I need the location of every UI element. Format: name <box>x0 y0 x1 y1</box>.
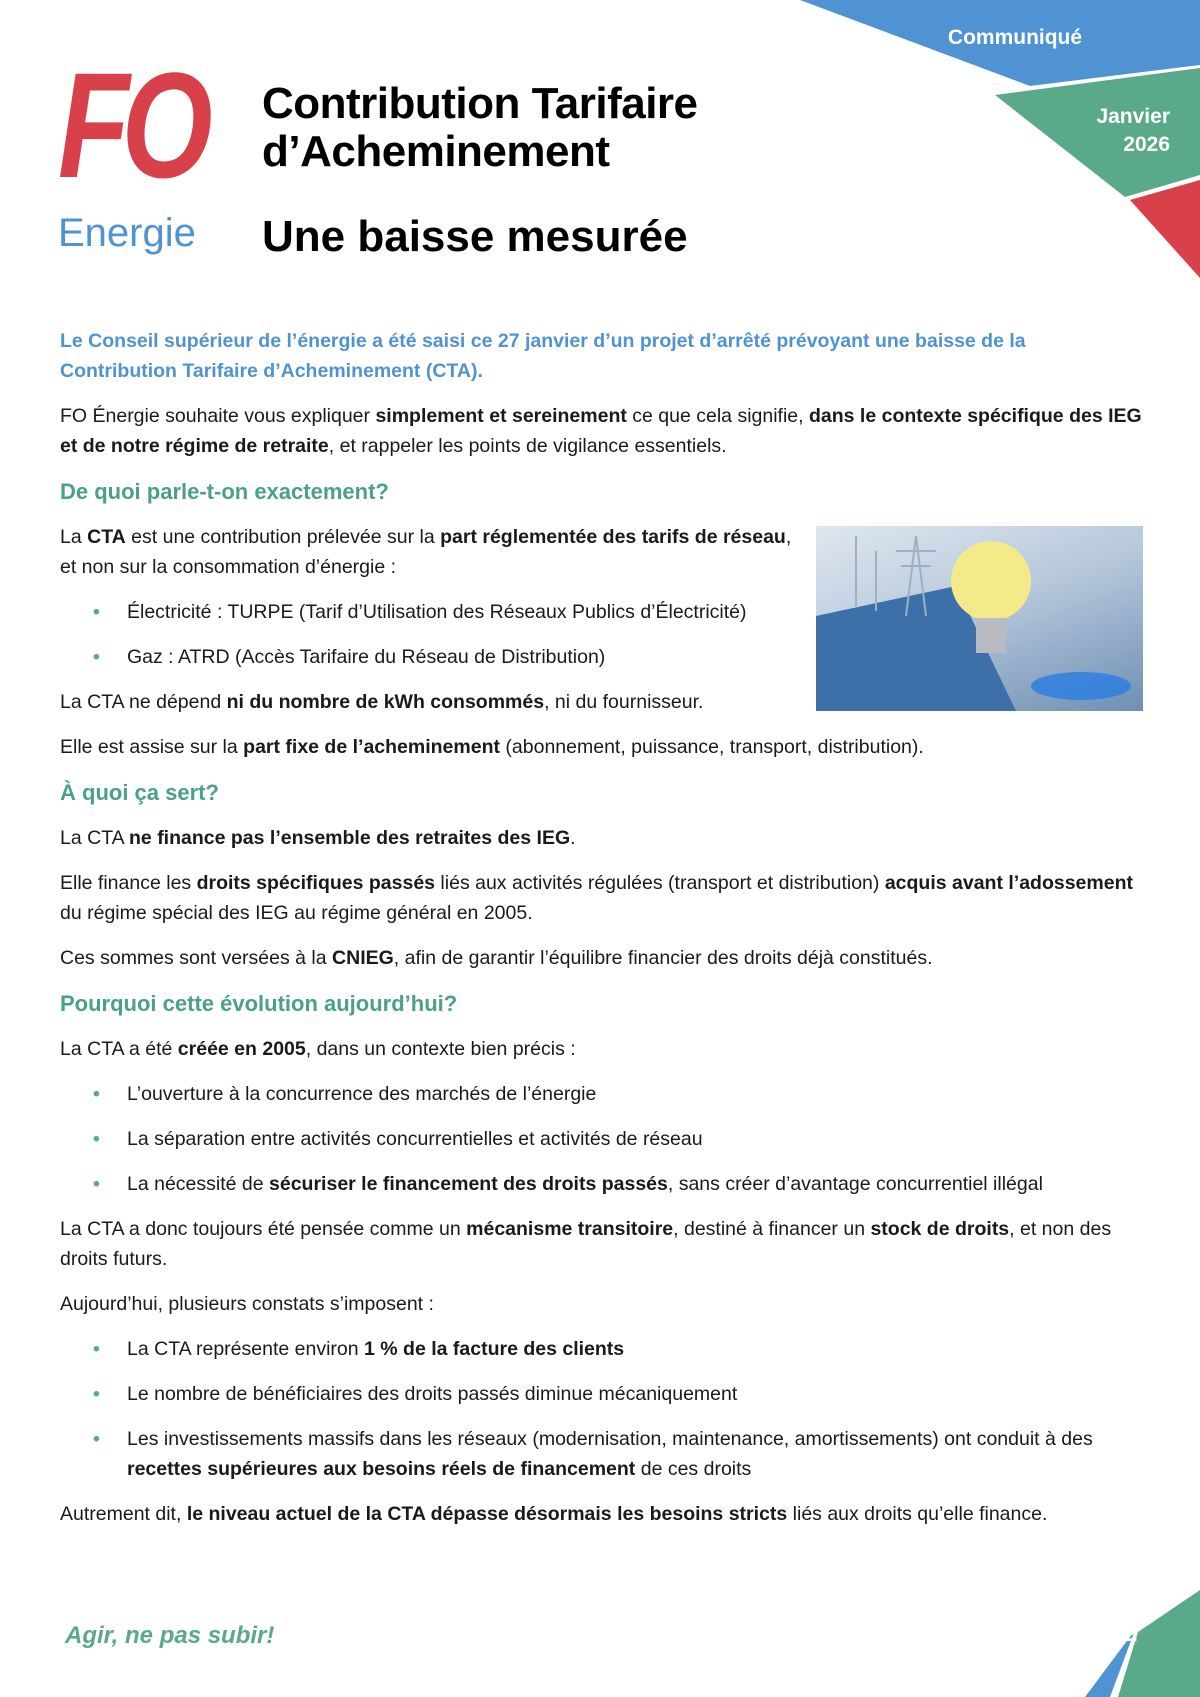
text: La nécessité de <box>127 1173 270 1195</box>
bold-text: acquis avant l’adossement <box>884 872 1133 894</box>
bullet-icon: • <box>93 1173 100 1195</box>
text: , dans un contexte bien précis : <box>305 1038 576 1060</box>
text: Ces sommes sont versées à la <box>60 947 333 969</box>
bold-text: part fixe de l’acheminement <box>243 736 500 758</box>
text: Autrement dit, <box>60 1503 187 1525</box>
title-line-2: d’Acheminement <box>262 127 610 176</box>
text: liés aux droits qu’elle finance. <box>787 1503 1048 1525</box>
paragraph <box>60 1034 1143 1064</box>
intro-paragraph <box>60 326 1143 386</box>
bullet-icon: • <box>93 1128 100 1150</box>
bold-text: ni du nombre de kWh consommés <box>226 691 545 713</box>
text: La CTA a été <box>60 1038 178 1060</box>
list-item <box>60 597 1143 627</box>
bold-text: sécuriser le financement des droits passés <box>269 1173 668 1195</box>
bold-text: simplement et sereinement <box>375 405 627 427</box>
text: Les investissements massifs dans les réseaux (modernisation, maintenance, amortissements) ont conduit à des <box>127 1428 1093 1450</box>
text: , destiné à financer un <box>673 1218 871 1240</box>
gas-flame-shape <box>1031 672 1131 700</box>
page-number: 1/2 <box>1104 1620 1138 1647</box>
bullet-icon: • <box>93 1338 100 1360</box>
list-item <box>60 1379 1143 1409</box>
tag-year: 2026 <box>1123 133 1170 156</box>
paragraph <box>60 1289 1143 1319</box>
text: est une contribution prélevée sur la <box>125 526 441 548</box>
bold-text: CNIEG <box>332 947 394 969</box>
text: Le Conseil supérieur de l’énergie a été saisi ce 27 janvier d’un projet d’arrêté prévoyant une baisse de la Contribution Tarifaire d’Acheminement (CTA). <box>60 330 1026 382</box>
paragraph <box>60 401 1143 461</box>
section-heading <box>60 777 1143 809</box>
bold-text: ne finance pas l’ensemble des retraites des IEG <box>129 827 571 849</box>
bullet-icon: • <box>93 1428 100 1450</box>
bold-text: recettes supérieures aux besoins réels de financement <box>127 1458 636 1480</box>
title-line-1: Contribution Tarifaire <box>262 79 698 128</box>
text: La séparation entre activités concurrentielles et activités de réseau <box>127 1128 703 1150</box>
text: De quoi parle-t-on exactement? <box>60 479 389 504</box>
text: . <box>570 827 576 849</box>
text: , afin de garantir l’équilibre financier des droits déjà constitués. <box>393 947 933 969</box>
text: , ni du fournisseur. <box>544 691 704 713</box>
text: , et non des droits futurs. <box>60 1218 1112 1270</box>
text: FO Énergie souhaite vous expliquer <box>60 405 376 427</box>
tag-communique: Communiqué <box>947 26 1083 49</box>
page-subtitle: Une baisse mesurée <box>262 212 688 261</box>
bold-text: 1 % de la facture des clients <box>364 1338 625 1360</box>
text: L’ouverture à la concurrence des marchés de l’énergie <box>127 1083 597 1105</box>
text: , sans créer d’avantage concurrentiel illégal <box>667 1173 1043 1195</box>
paragraph <box>60 943 1143 973</box>
bullet-icon: • <box>93 1083 100 1105</box>
list-item <box>60 1169 1143 1199</box>
text: , et non sur la consommation d’énergie : <box>60 526 792 578</box>
section-heading <box>60 988 1143 1020</box>
bold-text: dans le contexte spécifique des IEG et de notre régime de retraite <box>60 405 1142 457</box>
paragraph <box>60 1499 1143 1529</box>
list-item <box>60 1424 1143 1484</box>
text: La CTA représente environ <box>127 1338 365 1360</box>
text: À quoi ça sert? <box>60 780 219 805</box>
list-item <box>60 1124 1143 1154</box>
article-body <box>60 326 1143 1544</box>
section-heading <box>60 476 1143 508</box>
text: Électricité : TURPE (Tarif d’Utilisation des Réseaux Publics d’Électricité) <box>127 601 747 623</box>
paragraph <box>60 1214 1143 1274</box>
text: La <box>60 526 88 548</box>
paragraph <box>60 868 1143 928</box>
bold-text: le niveau actuel de la CTA dépasse désormais les besoins stricts <box>186 1503 788 1525</box>
bullet-icon: • <box>93 601 100 623</box>
bullet-icon: • <box>93 646 100 668</box>
text: ce que cela signifie, <box>626 405 809 427</box>
logo-fo: FO <box>58 41 205 209</box>
text: La CTA <box>60 827 130 849</box>
logo-energie: Energie <box>58 211 196 255</box>
page-title <box>262 80 698 176</box>
bold-text: mécanisme transitoire <box>466 1218 674 1240</box>
text: La CTA a donc toujours été pensée comme un <box>60 1218 467 1240</box>
text: Le nombre de bénéficiaires des droits passés diminue mécaniquement <box>127 1383 738 1405</box>
text: Elle est assise sur la <box>60 736 244 758</box>
list-item <box>60 1079 1143 1109</box>
text: , et rappeler les points de vigilance essentiels. <box>328 435 727 457</box>
text: Pourquoi cette évolution aujourd’hui? <box>60 991 458 1016</box>
tag-date <box>1060 103 1170 159</box>
paragraph <box>60 823 1143 853</box>
bold-text: droits spécifiques passés <box>196 872 436 894</box>
text: Aujourd’hui, plusieurs constats s’imposent : <box>60 1293 434 1315</box>
text: Gaz : ATRD (Accès Tarifaire du Réseau de Distribution) <box>127 646 606 668</box>
footer-slogan: Agir, ne pas subir! <box>65 1622 275 1649</box>
text: liés aux activités régulées (transport et distribution) <box>435 872 885 894</box>
tag-month: Janvier <box>1096 105 1170 128</box>
bold-text: créée en 2005 <box>177 1038 306 1060</box>
bold-text: part réglementée des tarifs de réseau <box>440 526 786 548</box>
text: La CTA ne dépend <box>60 691 227 713</box>
bold-text: stock de droits <box>870 1218 1010 1240</box>
bullet-icon: • <box>93 1383 100 1405</box>
text: du régime spécial des IEG au régime général en 2005. <box>60 902 533 924</box>
list-item <box>60 642 1143 672</box>
paragraph <box>60 732 1143 762</box>
text: Elle finance les <box>60 872 197 894</box>
bold-text: CTA <box>87 526 126 548</box>
list-item <box>60 1334 1143 1364</box>
text: (abonnement, puissance, transport, distribution). <box>500 736 924 758</box>
text: de ces droits <box>635 1458 752 1480</box>
red-banner-shape <box>1130 180 1200 278</box>
